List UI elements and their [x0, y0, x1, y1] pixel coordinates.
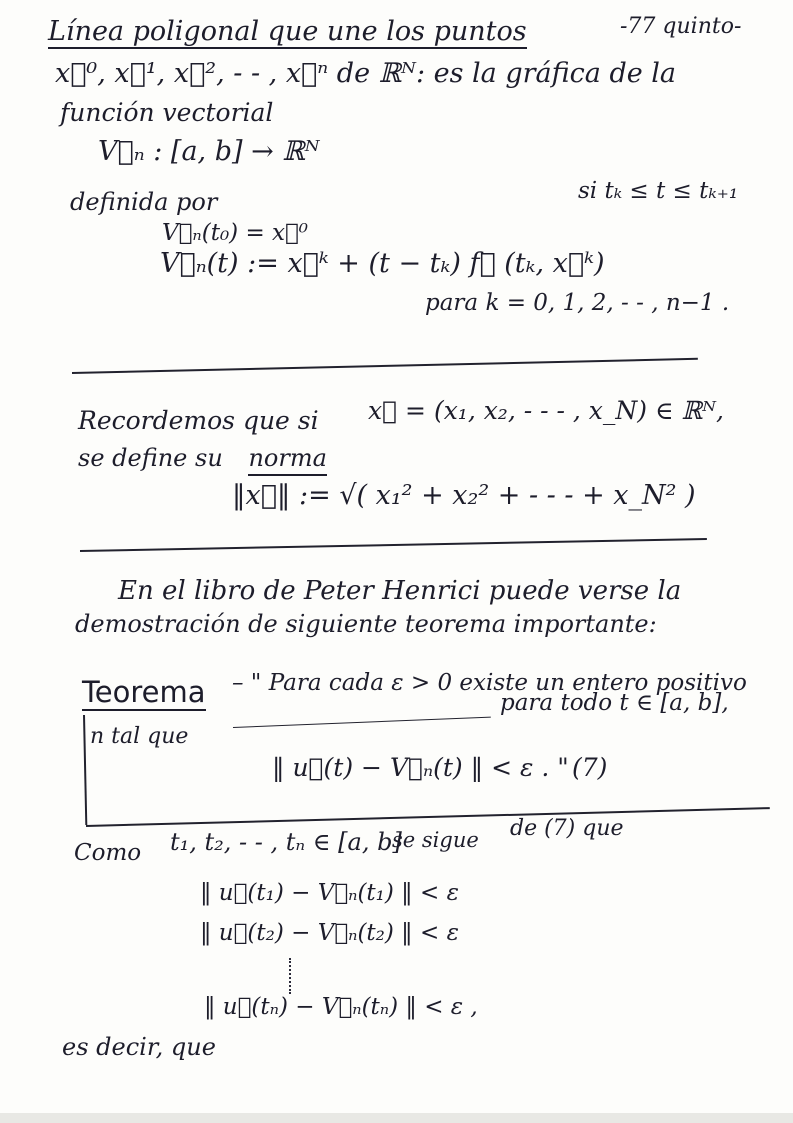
vector-function-line: función vectorial — [60, 98, 274, 127]
recursive-equation: V⃗ₙ(t) := x⃗ᵏ + (t − tₖ) f⃗ (tₖ, x⃗ᵏ) — [160, 248, 605, 279]
closing-text: es decir, que — [62, 1033, 216, 1061]
function-mapping: V⃗ₙ : [a, b] → ℝᴺ — [98, 136, 320, 167]
page-number-mark: -77 quinto- — [620, 14, 742, 39]
theorem-label: Teorema — [82, 675, 206, 709]
section-divider — [72, 358, 698, 374]
points-line: x⃗⁰, x⃗¹, x⃗², - - , x⃗ⁿ de ℝᴺ: es la gráfica de la — [55, 58, 677, 89]
theorem-statement: n tal que — [90, 724, 189, 749]
norm-formula: ‖x⃗‖ := √( x₁² + x₂² + - - - + x_N² ) — [232, 480, 696, 511]
page-title: Línea poligonal que une los puntos — [48, 16, 527, 47]
theorem-box-left — [83, 715, 87, 825]
norm-define-prefix: se define su — [78, 444, 223, 472]
vector-definition: x⃗ = (x₁, x₂, - - - , x_N) ∈ ℝᴺ, — [368, 396, 724, 425]
derived-inequality: ‖ u⃗(t₁) − V⃗ₙ(t₁) ‖ < ε — [200, 880, 459, 906]
consequence-text: t₁, t₂, - - , tₙ ∈ [a, b] — [170, 828, 402, 856]
defined-by-text: definida por — [70, 188, 218, 216]
consequence-text: de (7) que — [510, 816, 624, 841]
derived-inequality: ‖ u⃗(t₂) − V⃗ₙ(t₂) ‖ < ε — [200, 920, 459, 946]
norm-define-text — [78, 446, 327, 470]
initial-equation: V⃗ₙ(t₀) = x⃗⁰ — [162, 220, 309, 246]
scan-edge — [0, 1113, 793, 1123]
equation-tag: (7) — [572, 753, 608, 782]
consequence-text: Como — [74, 840, 142, 866]
derived-inequality: ‖ u⃗(tₙ) − V⃗ₙ(tₙ) ‖ < ε , — [204, 994, 478, 1020]
norm-word: norma — [248, 444, 326, 476]
consequence-text: se sigue — [392, 828, 479, 852]
theorem-box-top — [233, 717, 491, 728]
recall-text: Recordemos que si — [78, 406, 319, 435]
vertical-ellipsis — [289, 958, 291, 994]
index-range: para k = 0, 1, 2, - - , n−1 . — [425, 290, 730, 316]
theorem-statement: – " Para cada ε > 0 existe un entero positivo — [232, 670, 747, 696]
theorem-intro-line: demostración de siguiente teorema importante: — [75, 610, 657, 638]
interval-condition: si tₖ ≤ t ≤ tₖ₊₁ — [578, 178, 739, 204]
theorem-inequality: ‖ u⃗(t) − V⃗ₙ(t) ‖ < ε . " — [272, 753, 569, 782]
theorem-statement: para todo t ∈ [a, b], — [500, 690, 729, 716]
theorem-intro-line: En el libro de Peter Henrici puede verse la — [118, 576, 682, 606]
theorem-box-bottom — [86, 807, 770, 827]
section-divider — [80, 538, 707, 552]
